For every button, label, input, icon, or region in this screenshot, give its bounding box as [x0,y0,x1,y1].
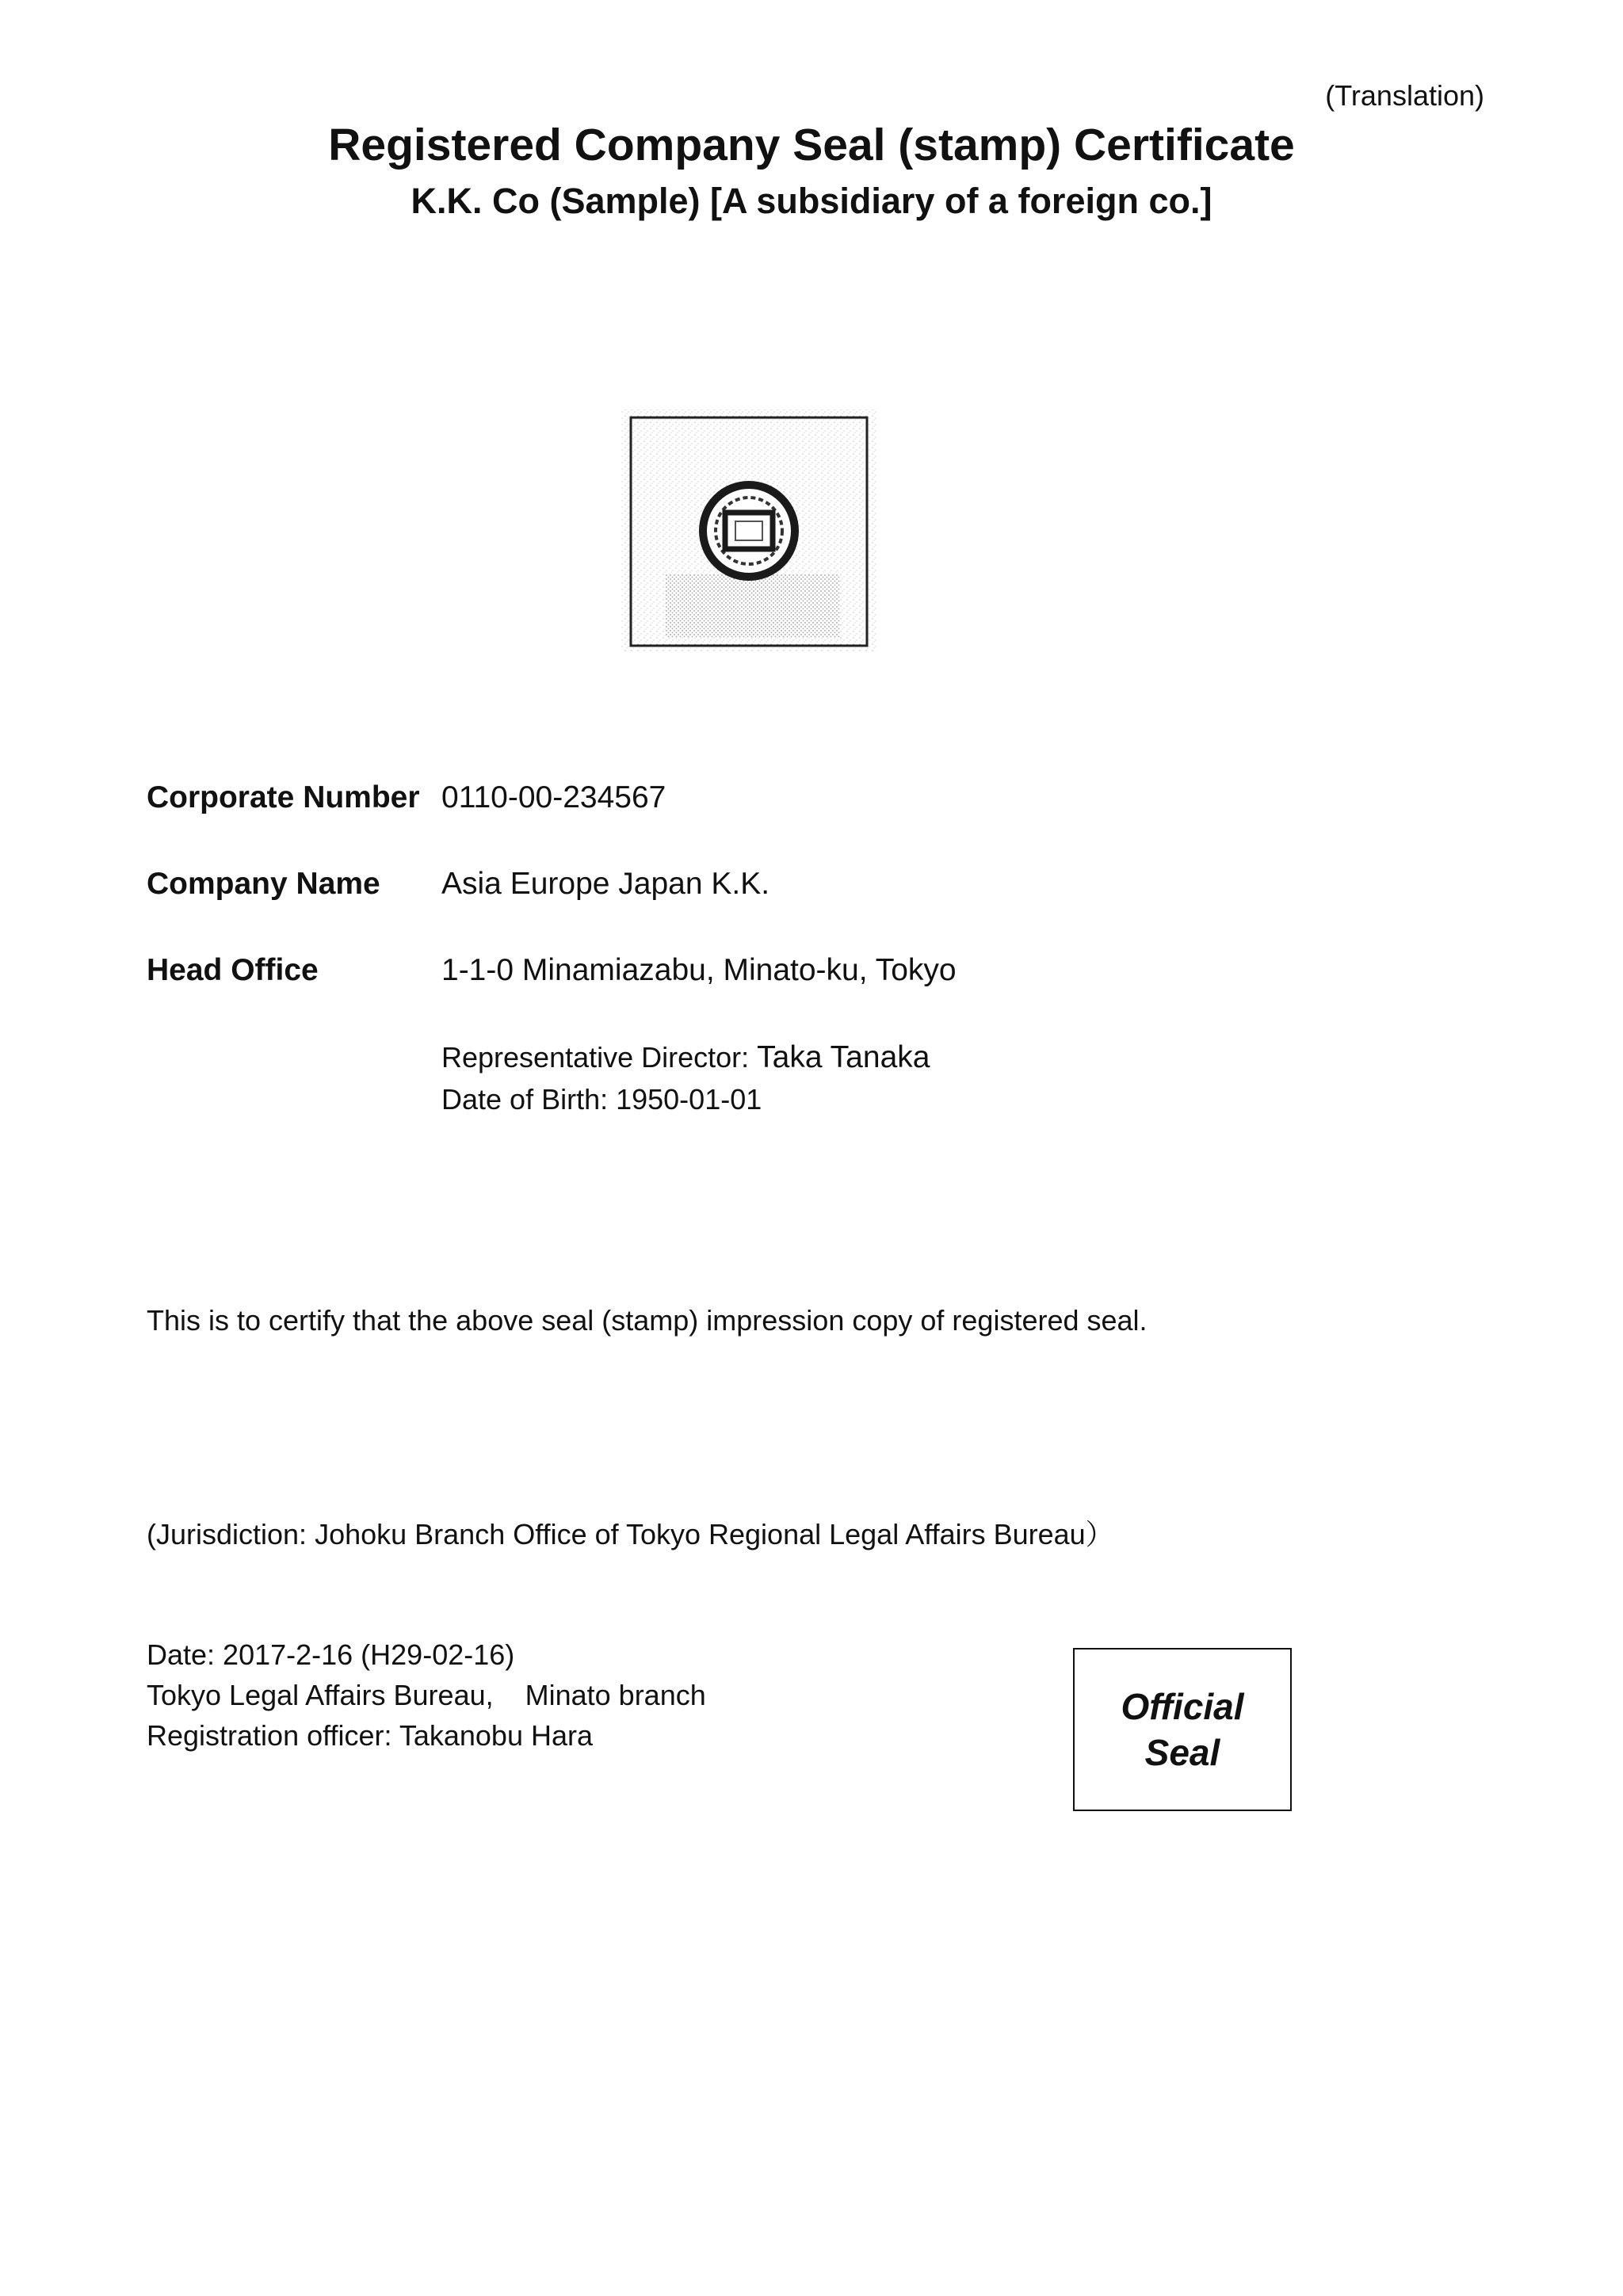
registration-officer: Registration officer: Takanobu Hara [147,1719,593,1752]
seal-impression-image [618,408,880,654]
translation-note: (Translation) [1325,79,1484,112]
representative-director [441,1040,930,1075]
certification-statement: This is to certify that the above seal (stamp) impression copy of registered seal. [147,1304,1148,1337]
company-name-label: Company Name [147,867,380,901]
representative-name: Taka Tanaka [757,1040,930,1074]
company-name-value: Asia Europe Japan K.K. [441,867,770,901]
official-seal-label: Official Seal [1121,1686,1244,1773]
official-seal-box [1073,1648,1292,1811]
document-subtitle: K.K. Co (Sample) [A subsidiary of a foreign co.] [411,181,1212,221]
date-of-birth: Date of Birth: 1950-01-01 [441,1083,762,1116]
document-title: Registered Company Seal (stamp) Certificate [328,120,1295,170]
corporate-number-label: Corporate Number [147,780,420,814]
jurisdiction-text: (Jurisdiction: Johoku Branch Office of Tokyo Regional Legal Affairs Bureau） [147,1518,1114,1550]
issue-date: Date: 2017-2-16 (H29-02-16) [147,1638,515,1671]
head-office-value: 1-1-0 Minamiazabu, Minato-ku, Tokyo [441,953,957,987]
head-office-label: Head Office [147,953,319,987]
representative-prefix: Representative Director: [441,1041,758,1074]
corporate-number-value: 0110-00-234567 [441,780,666,814]
issuing-bureau: Tokyo Legal Affairs Bureau, Minato branch [147,1679,706,1711]
